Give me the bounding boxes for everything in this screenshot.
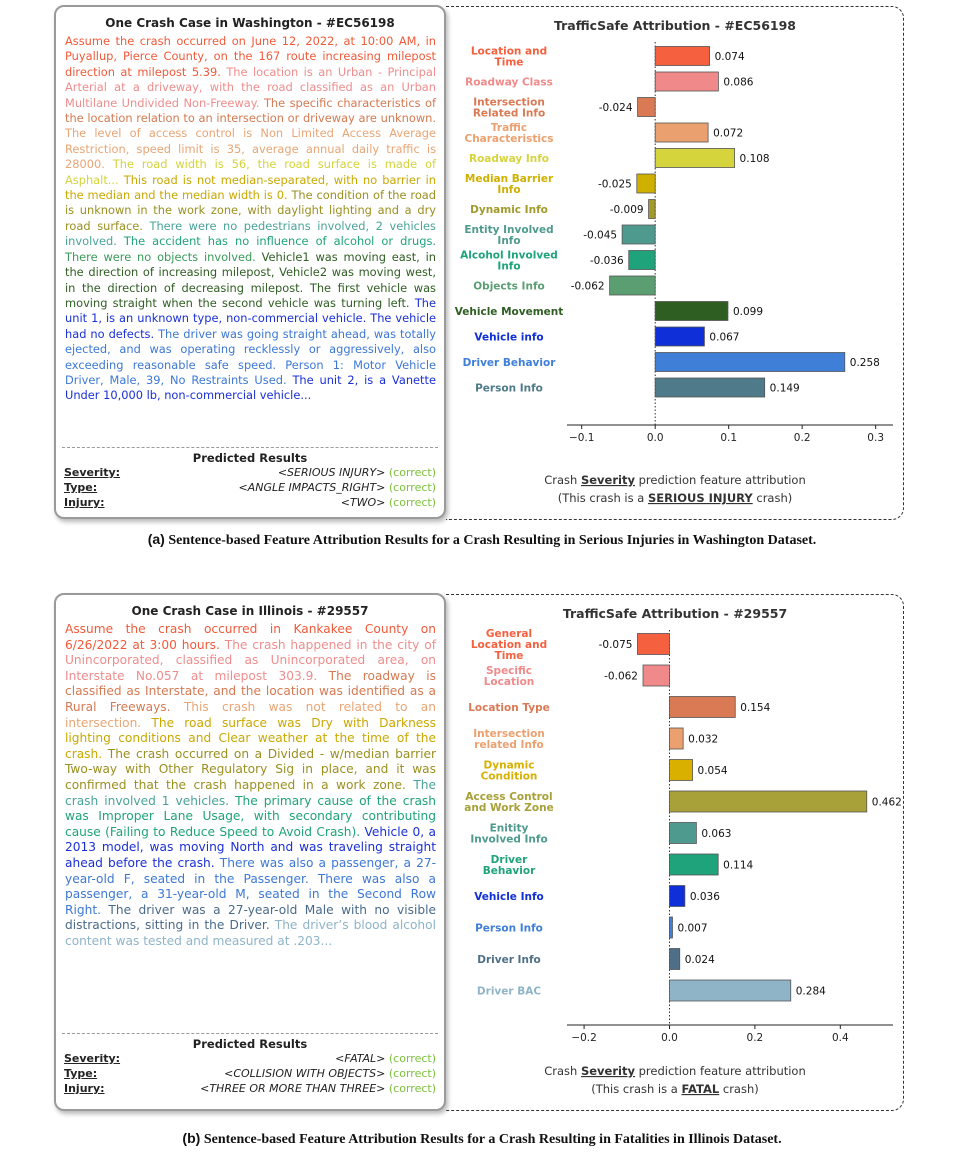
data-label: -0.075 [598,639,633,651]
sentence-segment: The driver was going straight ahead, was totally ejected, and was operating recklessly or aggressively, also exceeding reasonable safe speed. [65,326,436,372]
data-label: 0.114 [723,859,754,872]
bar [629,251,655,270]
prediction-row [64,495,436,510]
bar [669,854,718,875]
data-label: 0.054 [697,765,728,777]
data-label: 0.108 [739,153,770,165]
sentence-segment: Vehicle1 was moving east, in the direction of increasing milepost, Vehicle2 was moving west, in the direction of decreasing milepost. The first vehicle was moving straight when the second vehicle was turning left. [65,249,436,310]
prediction-status: (correct) [385,481,436,494]
category-label: Alcohol Involved Info [460,249,558,273]
x-tick-label: 0.3 [867,432,885,444]
sentence-segment: The driver’s blood alcohol content was tested and measured at .203... [65,918,436,948]
x-tick-label: 0.0 [646,432,664,444]
x-tick-label: −0.1 [568,432,595,444]
data-label: -0.025 [597,178,632,191]
data-label: -0.009 [609,204,644,216]
bar [637,634,669,655]
prediction-row [64,1066,436,1081]
sentence-segment: There was also a passenger, a 27-year-old F, seated in the Passenger. There was also a passenger, a 31-year-old M, seated in the Second Row Right. [65,855,437,917]
prediction-value: <SERIOUS INJURY> [277,466,386,479]
prediction-status: (correct) [385,466,436,479]
prediction-key: Injury: [64,1082,105,1095]
prediction-key: Type: [64,481,98,494]
data-label: 0.149 [769,382,800,395]
case-text [65,34,436,404]
attribution-chart [446,595,904,1112]
data-label: -0.036 [589,255,624,267]
category-label: Dynamic Info [470,204,548,216]
sentence-segment: The accident has no influence of alcohol or drugs. [123,234,437,249]
prediction-value: <THREE OR MORE THAN THREE> [200,1082,386,1095]
prediction-key: Severity: [64,466,121,479]
category-label: Enitity Involved Info [470,822,548,846]
data-label: 0.462 [871,796,902,809]
bar [655,302,728,321]
sentence-segment: This crash was not related to an intersection. [65,699,436,730]
predicted-results-title: Predicted Results [192,451,308,465]
category-label: Vehicle Info [474,891,544,903]
divider [62,447,438,448]
sentence-segment: The crash involved 1 vehicles. [65,777,436,808]
category-label: Dynamic Condition [480,759,538,783]
caption-text: Sentence-based Feature Attribution Results for a Crash Resulting in Fatalities in Illinois Dataset. [203,1132,782,1147]
category-label: Roadway Class [465,76,553,89]
category-label: Specific Location [483,665,535,688]
bar [669,886,684,907]
category-label: Median Barrier Info [464,173,554,196]
prediction-value: <COLLISION WITH OBJECTS> [224,1067,386,1080]
predicted-results-title: Predicted Results [192,1037,308,1051]
category-label: Vehicle Movement [454,306,564,318]
sentence-segment: The level of access control is Non Limited Access Average Restriction, speed limit is 35, average annual daily traffic is 28000. [65,126,436,172]
chart-subtitle: Crash Severity prediction feature attribution [544,1064,806,1078]
category-label: Location and Time [470,45,548,69]
category-label: General Location and Time [470,628,548,662]
data-label: -0.045 [583,229,618,242]
x-tick-label: −0.2 [571,1032,597,1044]
case-box [54,593,446,1111]
sentence-segment: There were no pedestrians involved, 2 vehicles involved. [65,218,436,249]
case-box [54,5,446,519]
sentence-segment: Vehicle 0, a 2013 model, was moving North and was traveling straight ahead before the crash. [65,824,436,870]
prediction-value: <FATAL> [335,1052,386,1065]
bar [655,353,845,372]
bar [655,47,709,66]
x-tick-label: 0.4 [831,1032,849,1044]
sentence-segment: The crash happened in the city of Unincorporated, classified as Unincorporated area, on Interstate No.057 at milepost 303.9. [65,637,436,683]
sentence-segment: Assume the crash occurred in Kankakee County on 6/26/2022 at 3:00 hours. [65,622,436,652]
prediction-status: (correct) [385,1082,436,1095]
bar [669,949,679,970]
category-label: Driver Info [477,954,541,966]
figure-caption [0,1130,964,1148]
bar [610,276,656,295]
data-label: 0.086 [723,76,754,89]
sentence-segment: The unit 1, is an unknown type, non-commercial vehicle. The vehicle had no defects. [65,295,436,341]
category-label: Location Type [468,702,550,714]
case-title: One Crash Case in Washington - #EC56198 [105,16,395,30]
sentence-segment: The roadway is classified as Interstate, and the location was identified as a Rural Freeways. [65,668,436,714]
prediction-status: (correct) [385,1052,436,1065]
sentence-segment: This road is not median-separated, with no barrier in the median and the median width is 0. [65,172,436,203]
data-label: 0.284 [795,985,826,998]
category-label: Traffic Characteristics [464,122,554,145]
figure-caption [0,531,964,549]
category-label: Driver Behavior [482,854,536,877]
x-tick-label: 0.2 [746,1032,764,1044]
prediction-key: Type: [64,1067,98,1080]
sentence-segment: There were no objects involved. [65,249,262,264]
data-label: 0.007 [677,922,708,935]
prediction-row [64,1051,436,1066]
data-label: 0.074 [714,51,745,63]
sentence-segment: The primary cause of the crash was Improper Lane Usage, with secondary contributing cause (Failing to Reduce Speed to Avoid Crash). [65,793,436,839]
bar [622,225,655,244]
category-label: Objects Info [473,280,545,293]
category-label: Intersection related Info [473,728,545,751]
category-label: Person Info [475,922,543,935]
attribution-box [446,6,904,520]
sentence-segment: The condition of the road is unknown in the work zone, with daylight lighting and a dry road surface. [65,188,436,233]
bar [669,823,696,844]
x-tick-label: 0.0 [661,1032,678,1044]
bar [655,378,764,397]
category-label: Driver BAC [476,985,542,998]
prediction-status: (correct) [385,1067,436,1080]
bar [649,200,656,219]
case-title: One Crash Case in Illinois - #29557 [131,604,369,618]
bar [655,123,708,142]
sentence-segment: The location is an Urban - Principal Arterial at a driveway, with the road classified as an Urban Multilane Undivided Non-Freeway. [65,64,436,110]
sentence-segment: The road surface was Dry with Darkness lighting conditions and Clear weather at the time of the crash. [65,715,437,761]
bar [669,760,692,781]
chart-note: (This crash is a SERIOUS INJURY crash) [557,491,793,505]
category-label: Person Info [475,382,543,395]
caption-label: (a) [147,531,165,547]
data-label: -0.062 [570,280,605,293]
sentence-segment: The crash occurred on a Divided - w/median barrier Two-way with Other Regulatory Sig in place, and it was confirmed that the crash happened in a work zone. [65,746,436,792]
category-label: Access Control and Work Zone [464,791,554,814]
category-label: Vehicle info [474,331,544,344]
bar [655,72,718,91]
bar [669,980,790,1001]
sentence-segment: Person 1: Motor Vehicle Driver, Male, 39, No Restraints Used. [65,357,436,387]
category-label: Intersection Related Info [472,96,546,120]
data-label: 0.258 [849,357,880,369]
prediction-row [64,465,436,480]
divider [62,1033,438,1034]
caption-text: Sentence-based Feature Attribution Results for a Crash Resulting in Serious Injuries in Washington Dataset. [168,533,817,548]
data-label: 0.063 [701,828,732,840]
data-label: 0.072 [713,127,744,140]
bar [669,917,672,938]
data-label: 0.099 [732,306,764,318]
category-label: Entity Involved Info [464,224,554,247]
category-label: Driver Behavior [462,357,556,369]
data-label: 0.067 [709,331,740,344]
prediction-row [64,1081,436,1096]
sentence-segment: The driver was a 27-year-old Male with no visible distractions, sitting in the Driver. [65,902,436,933]
bar [669,728,683,749]
x-tick-label: 0.1 [720,432,738,444]
caption-label: (b) [182,1130,201,1146]
data-label: 0.024 [684,954,715,966]
data-label: 0.154 [740,702,771,714]
bar [669,697,735,718]
sentence-segment: The unit 2, is a Vanette Under 10,000 lb, non-commercial vehicle... [65,372,436,403]
data-label: 0.032 [688,733,719,746]
sentence-segment: Assume the crash occurred on June 12, 2022, at 10:00 AM, in Puyallup, Pierce County, on the 167 route increasing milepost direction at milepost 5.39. [65,34,436,79]
x-tick-label: 0.2 [793,432,811,444]
bar [643,665,669,686]
sentence-segment: The specific characteristics of the location relation to an intersection or driveway are unknown. [65,95,436,126]
data-label: -0.024 [598,102,633,114]
bar [638,98,656,117]
data-label: 0.036 [689,891,720,903]
bar [669,791,866,812]
prediction-key: Injury: [64,496,105,509]
prediction-status: (correct) [385,496,436,509]
predictions [56,1051,444,1096]
data-label: -0.062 [604,670,639,683]
predictions [56,465,444,510]
chart-title: TrafficSafe Attribution - #EC56198 [553,18,797,33]
chart-subtitle: Crash Severity prediction feature attribution [544,473,806,487]
bar [655,327,704,346]
category-label: Roadway Info [468,153,550,165]
attribution-box [446,594,904,1111]
chart-note: (This crash is a FATAL crash) [591,1082,759,1096]
prediction-key: Severity: [64,1052,121,1065]
attribution-chart [446,7,904,521]
chart-title: TrafficSafe Attribution - #29557 [562,606,788,621]
bar [637,174,655,193]
prediction-value: <TWO> [340,496,386,509]
sentence-segment: The road width is 56, the road surface is made of Asphalt... [65,157,436,187]
prediction-value: <ANGLE IMPACTS_RIGHT> [238,481,386,494]
prediction-row [64,480,436,495]
bar [655,149,734,168]
case-text [65,622,436,949]
